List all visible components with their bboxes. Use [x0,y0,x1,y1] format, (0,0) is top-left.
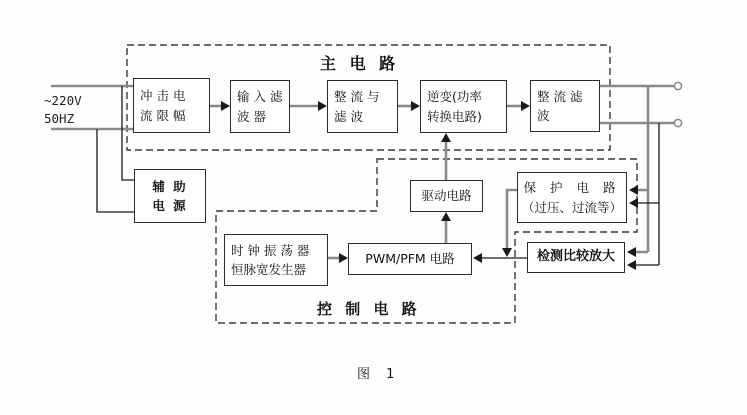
arrow-left-icon [629,198,638,208]
arrow-left-icon [629,185,638,195]
arrow-right-icon [318,101,327,111]
arrow-right-icon [521,101,530,111]
block-drive-circuit: 驱动电路 [410,180,483,212]
block-rectify-filter: 整 流 与 滤 波 [327,80,398,133]
arrow-right-icon [411,101,420,111]
block-inverter: 逆变(功率 转换电路) [420,80,507,133]
block-aux-power: 辅 助 电 源 [134,169,206,223]
control-circuit-title: 控 制 电 路 [317,300,421,318]
arrow-up-icon [441,133,451,142]
main-circuit-title: 主 电 路 [320,54,400,73]
block-pwm-pfm-circuit: PWM/PFM 电路 [348,243,472,275]
output-terminal-bottom-icon [674,119,681,126]
block-output-rectify-filter: 整 流 滤 波 [530,80,600,132]
arrow-left-icon [473,253,482,263]
input-frequency-label: 50HZ [44,111,75,126]
block-clock-oscillator: 时 钟 振 荡 器 恒脉宽发生器 [224,234,328,286]
figure-caption: 图 1 [357,367,401,382]
block-detect-compare-amplify: 检测比较放大 [527,242,625,273]
arrow-up-icon [441,212,451,221]
arrow-right-icon [221,101,230,111]
arrow-right-icon [339,253,348,263]
arrow-left-icon [627,260,636,270]
arrow-down-icon [502,248,512,257]
block-inrush-current-limit: 冲 击 电 流 限 幅 [133,78,210,133]
block-input-filter: 输 入 滤 波 器 [230,80,290,133]
output-terminal-top-icon [674,82,681,89]
arrow-left-icon [627,247,636,257]
wire-aux-feed-2 [97,129,134,212]
block-protection-circuit: 保 护 电 路 （过压、过流等） [517,172,627,223]
input-voltage-label: ~220V [44,93,82,108]
